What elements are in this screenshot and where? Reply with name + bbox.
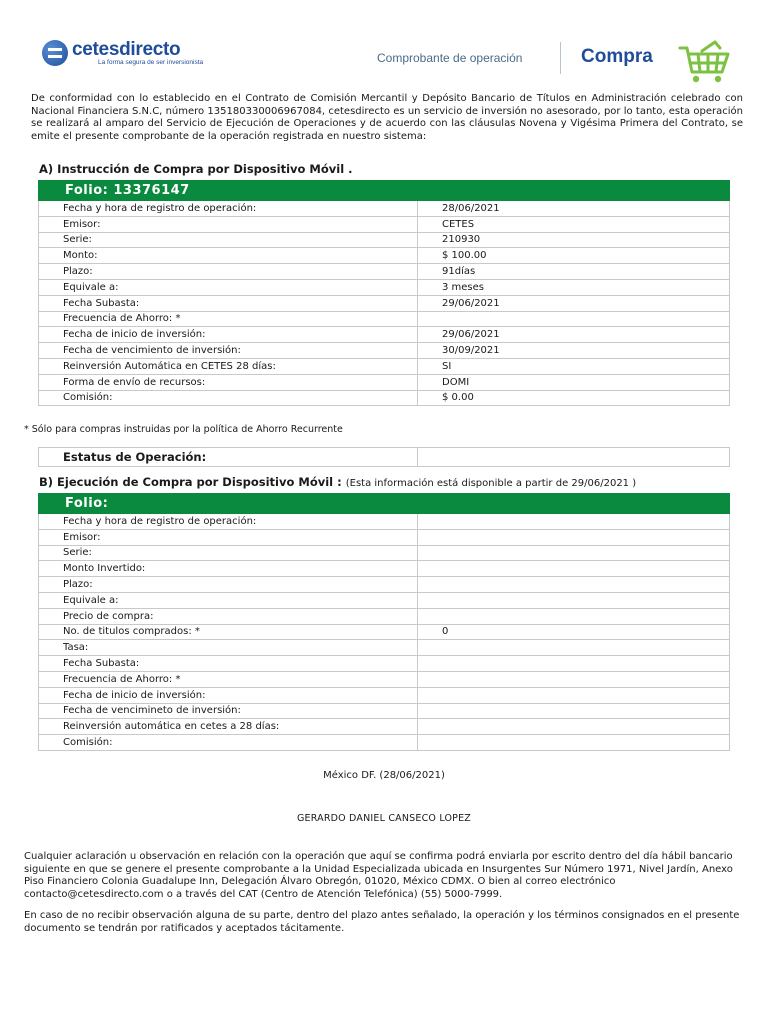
table-row (39, 735, 730, 751)
field-value (418, 608, 730, 624)
table-row (39, 295, 730, 311)
table-row (39, 592, 730, 608)
field-value (418, 545, 730, 561)
table-row (39, 703, 730, 719)
table-row (39, 514, 730, 530)
field-value: CETES (418, 216, 730, 232)
field-label: Fecha y hora de registro de operación: (39, 514, 418, 530)
table-row (39, 201, 730, 217)
signer-name: GERARDO DANIEL CANSECO LOPEZ (296, 813, 472, 824)
status-table (38, 447, 730, 467)
folio-band (39, 181, 730, 201)
table-row (39, 358, 730, 374)
field-value (418, 703, 730, 719)
field-value: 29/06/2021 (418, 295, 730, 311)
field-value: 3 meses (418, 279, 730, 295)
table-row (39, 374, 730, 390)
field-value: 210930 (418, 232, 730, 248)
folio-number: Folio: 13376147 (39, 181, 730, 201)
table-row (39, 327, 730, 343)
table-row (39, 248, 730, 264)
field-label: Monto: (39, 248, 418, 264)
table-row (39, 561, 730, 577)
field-label: Fecha Subasta: (39, 656, 418, 672)
field-value (418, 640, 730, 656)
field-label: Serie: (39, 232, 418, 248)
field-value: SI (418, 358, 730, 374)
field-label: Reinversión automática en cetes a 28 días: (39, 719, 418, 735)
ratification-paragraph: En caso de no recibir observación alguna de su parte, dentro del plazo antes señalado, la operación y los términos consignados en el presente documento se tendrán por ratificados y aceptados tácitamente. (24, 910, 740, 934)
field-label: Comisión: (39, 735, 418, 751)
field-label: Monto Invertido: (39, 561, 418, 577)
field-label: Forma de envío de recursos: (39, 374, 418, 390)
table-row (39, 529, 730, 545)
table-row (39, 343, 730, 359)
field-value: DOMI (418, 374, 730, 390)
cetesdirecto-logo (42, 40, 203, 67)
operation-type: Compra (581, 46, 653, 67)
table-row (39, 624, 730, 640)
folio-number: Folio: (39, 494, 730, 514)
field-value (418, 577, 730, 593)
field-value (418, 529, 730, 545)
field-label: Emisor: (39, 216, 418, 232)
table-row (39, 640, 730, 656)
field-value (418, 514, 730, 530)
footnote: * Sólo para compras instruidas por la política de Ahorro Recurrente (24, 424, 343, 435)
city-date: México DF. (28/06/2021) (323, 770, 445, 781)
field-value: 0 (418, 624, 730, 640)
clarification-paragraph: Cualquier aclaración u observación en relación con la operación que aquí se confirma podrá enviarla por escrito dentro del día hábil bancario siguiente en que se genere el presente comprobante a la Unidad Especializada ubicada en Insurgentes Sur Número 1971, Nivel Jardín, Anexo Piso Financiero Colonia Guadalupe Inn, Delegación Álvaro Obregón, 01020, México CDMX. O bien al correo electrónico contacto@cetesdirecto.com o a través del CAT (Centro de Atención Telefónica) (55) 5000-7999. (24, 851, 733, 900)
section-a-title: A) Instrucción de Compra por Dispositivo Móvil . (39, 162, 353, 176)
section-b-title-text: B) Ejecución de Compra por Dispositivo Móvil : (39, 475, 342, 489)
field-label: Fecha de inicio de inversión: (39, 687, 418, 703)
field-label: Plazo: (39, 577, 418, 593)
table-row (39, 577, 730, 593)
folio-band (39, 494, 730, 514)
field-value: 30/09/2021 (418, 343, 730, 359)
field-value (418, 592, 730, 608)
field-label: Comisión: (39, 390, 418, 406)
table-row (39, 545, 730, 561)
shopping-cart-icon (678, 40, 732, 84)
status-label: Estatus de Operación: (39, 448, 418, 467)
table-row (39, 264, 730, 280)
field-label: Fecha Subasta: (39, 295, 418, 311)
field-label: Fecha de vencimineto de inversión: (39, 703, 418, 719)
status-value (418, 448, 730, 467)
table-row (39, 311, 730, 327)
field-label: Frecuencia de Ahorro: * (39, 311, 418, 327)
document-type: Comprobante de operación (377, 51, 523, 65)
field-label: Equivale a: (39, 279, 418, 295)
table-row (39, 232, 730, 248)
section-b-table (38, 493, 730, 751)
field-value (418, 656, 730, 672)
document-header (0, 0, 768, 90)
field-value (418, 687, 730, 703)
field-label: Serie: (39, 545, 418, 561)
field-label: Tasa: (39, 640, 418, 656)
field-label: Fecha de inicio de inversión: (39, 327, 418, 343)
field-value (418, 671, 730, 687)
field-value (418, 719, 730, 735)
field-label: Precio de compra: (39, 608, 418, 624)
field-label: Frecuencia de Ahorro: * (39, 671, 418, 687)
field-value: 29/06/2021 (418, 327, 730, 343)
field-value (418, 735, 730, 751)
table-row (39, 608, 730, 624)
table-row (39, 656, 730, 672)
table-row (39, 390, 730, 406)
logo-brand: cetesdirecto (72, 39, 181, 60)
section-b-availability-note: (Esta información está disponible a partir de 29/06/2021 ) (345, 478, 637, 489)
table-row (39, 687, 730, 703)
field-label: Emisor: (39, 529, 418, 545)
header-divider (560, 42, 561, 74)
field-value (418, 561, 730, 577)
field-label: Plazo: (39, 264, 418, 280)
field-label: Reinversión Automática en CETES 28 días: (39, 358, 418, 374)
field-value (418, 311, 730, 327)
table-row (39, 216, 730, 232)
field-value: $ 0.00 (418, 390, 730, 406)
table-row (39, 279, 730, 295)
field-value: 28/06/2021 (418, 201, 730, 217)
field-value: 91días (418, 264, 730, 280)
field-label: Fecha y hora de registro de operación: (39, 201, 418, 217)
section-b-title (39, 475, 636, 489)
logo-tagline: La forma segura de ser inversionista (98, 59, 204, 66)
section-a-table (38, 180, 730, 406)
table-row (39, 671, 730, 687)
table-row (39, 719, 730, 735)
field-value: $ 100.00 (418, 248, 730, 264)
intro-paragraph: De conformidad con lo establecido en el Contrato de Comisión Mercantil y Depósito Bancario de Títulos en Administración celebrado con Nacional Financiera S.N.C, número 135180330006967084, cetesdirecto es un servicio de inversión no asesorado, por lo tanto, esta operación se realizará al amparo del Servicio de Ejecución de Operaciones y de acuerdo con las cláusulas Novena y Vigésima Primera del Contrato, se emite el presente comprobante de la operación registrada en nuestro sistema: (31, 93, 743, 142)
logo-circle-icon (42, 40, 68, 66)
field-label: No. de titulos comprados: * (39, 624, 418, 640)
field-label: Equivale a: (39, 592, 418, 608)
field-label: Fecha de vencimiento de inversión: (39, 343, 418, 359)
